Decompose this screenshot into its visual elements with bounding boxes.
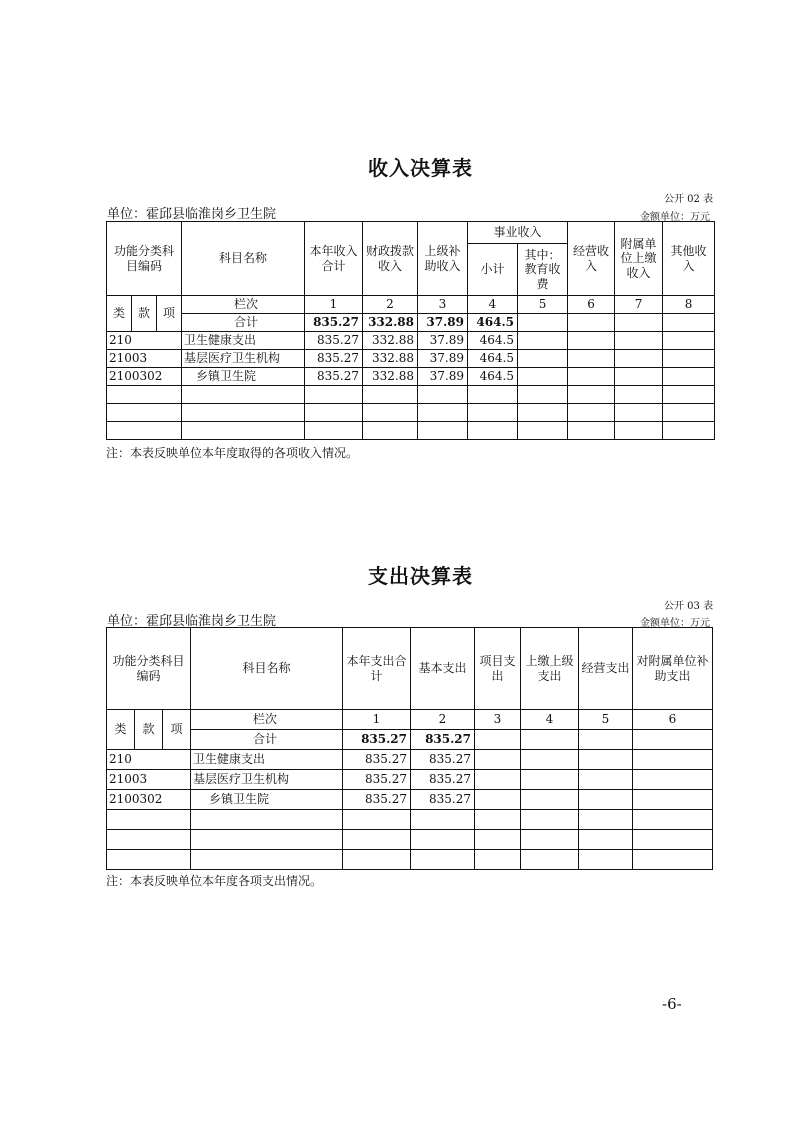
row-code: 210: [107, 332, 182, 350]
income-sum-row: [107, 314, 715, 332]
col-num: 3: [475, 710, 521, 730]
expense-sum-total: 835.27: [343, 730, 411, 750]
col-num: 5: [518, 296, 568, 314]
expense-header-upper-pay: 上缴上级支出: [521, 628, 579, 710]
expense-note: 注：本表反映单位本年度各项支出情况。: [106, 874, 323, 888]
expense-sum-row: [107, 730, 713, 750]
row-name: 卫生健康支出: [191, 750, 343, 770]
expense-amount-unit: 金额单位：万元: [640, 618, 710, 629]
table-row: [107, 422, 715, 440]
table-row: [107, 850, 713, 870]
row-total: 835.27: [343, 790, 411, 810]
expense-header-lei: 类: [107, 710, 135, 750]
income-sum-fiscal: 332.88: [363, 314, 418, 332]
row-total: 835.27: [305, 350, 363, 368]
expense-header-operating: 经营支出: [579, 628, 633, 710]
table-row: [107, 810, 713, 830]
row-subtotal: 464.5: [468, 332, 518, 350]
income-header-affil: 附属单位上缴收入: [615, 222, 663, 296]
row-fiscal: 332.88: [363, 368, 418, 386]
expense-header-project: 项目支出: [475, 628, 521, 710]
expense-title: 支出决算表: [368, 564, 473, 588]
income-header-edu: 其中：教育收费: [518, 244, 568, 296]
expense-header-xiang: 项: [163, 710, 191, 750]
row-total: 835.27: [343, 770, 411, 790]
row-total: 835.27: [305, 368, 363, 386]
page-number: -6-: [662, 995, 682, 1013]
row-name: 卫生健康支出: [182, 332, 305, 350]
row-upper: 37.89: [418, 350, 468, 368]
income-sum-subtotal: 464.5: [468, 314, 518, 332]
income-header-lei: 类: [107, 296, 132, 332]
table-row: [107, 368, 715, 386]
expense-sum-basic: 835.27: [411, 730, 475, 750]
income-sum-label: 合计: [182, 314, 305, 332]
expense-sum-label: 合计: [191, 730, 343, 750]
col-num: 6: [568, 296, 615, 314]
table-row: [107, 386, 715, 404]
income-header-upper: 上级补助收入: [418, 222, 468, 296]
row-upper: 37.89: [418, 368, 468, 386]
income-header-lanci: 栏次: [182, 296, 305, 314]
row-name: 基层医疗卫生机构: [191, 770, 343, 790]
expense-unit: 单位：霍邱县临淮岗乡卫生院: [107, 614, 277, 629]
income-header-operating: 经营收入: [568, 222, 615, 296]
row-code: 21003: [107, 350, 182, 368]
table-row: [107, 790, 713, 810]
row-code: 2100302: [107, 368, 182, 386]
col-num: 2: [411, 710, 475, 730]
income-amount-unit: 金额单位：万元: [640, 212, 710, 223]
income-note: 注：本表反映单位本年度取得的各项收入情况。: [106, 446, 359, 460]
table-row: [107, 750, 713, 770]
expense-header-affil: 对附属单位补助支出: [633, 628, 713, 710]
table-row: [107, 404, 715, 422]
col-num: 4: [521, 710, 579, 730]
row-basic: 835.27: [411, 750, 475, 770]
row-code: 2100302: [107, 790, 191, 810]
table-row: [107, 350, 715, 368]
col-num: 5: [579, 710, 633, 730]
income-table-code: 公开 02 表: [664, 194, 714, 205]
row-fiscal: 332.88: [363, 350, 418, 368]
col-num: 1: [305, 296, 363, 314]
expense-table-code: 公开 03 表: [664, 601, 714, 612]
income-header-total: 本年收入合计: [305, 222, 363, 296]
expense-header-lanci: 栏次: [191, 710, 343, 730]
row-fiscal: 332.88: [363, 332, 418, 350]
col-num: 8: [663, 296, 715, 314]
col-num: 6: [633, 710, 713, 730]
income-header-func-code: 功能分类科目编码: [107, 222, 182, 296]
col-num: 7: [615, 296, 663, 314]
row-basic: 835.27: [411, 790, 475, 810]
col-num: 4: [468, 296, 518, 314]
col-num: 1: [343, 710, 411, 730]
table-row: [107, 830, 713, 850]
row-name: 乡镇卫生院: [182, 368, 305, 386]
expense-header-basic: 基本支出: [411, 628, 475, 710]
expense-header-func-code: 功能分类科目编码: [107, 628, 191, 710]
col-num: 2: [363, 296, 418, 314]
income-sum-upper: 37.89: [418, 314, 468, 332]
income-header-subtotal: 小计: [468, 244, 518, 296]
row-code: 21003: [107, 770, 191, 790]
col-num: 3: [418, 296, 468, 314]
income-table: [106, 221, 715, 440]
row-basic: 835.27: [411, 770, 475, 790]
row-upper: 37.89: [418, 332, 468, 350]
row-name: 基层医疗卫生机构: [182, 350, 305, 368]
income-title: 收入决算表: [368, 156, 473, 180]
row-name: 乡镇卫生院: [191, 790, 343, 810]
expense-header-kuan: 款: [135, 710, 163, 750]
table-row: [107, 770, 713, 790]
income-header-biz: 事业收入: [468, 222, 568, 244]
row-total: 835.27: [305, 332, 363, 350]
row-total: 835.27: [343, 750, 411, 770]
expense-table: [106, 627, 713, 870]
income-header-other: 其他收入: [663, 222, 715, 296]
table-row: [107, 332, 715, 350]
income-sum-total: 835.27: [305, 314, 363, 332]
income-header-xiang: 项: [157, 296, 182, 332]
expense-header-total: 本年支出合计: [343, 628, 411, 710]
income-header-subject: 科目名称: [182, 222, 305, 296]
row-subtotal: 464.5: [468, 368, 518, 386]
income-unit: 单位：霍邱县临淮岗乡卫生院: [107, 207, 277, 222]
expense-header-subject: 科目名称: [191, 628, 343, 710]
row-code: 210: [107, 750, 191, 770]
income-header-kuan: 款: [132, 296, 157, 332]
row-subtotal: 464.5: [468, 350, 518, 368]
income-header-fiscal: 财政拨款收入: [363, 222, 418, 296]
